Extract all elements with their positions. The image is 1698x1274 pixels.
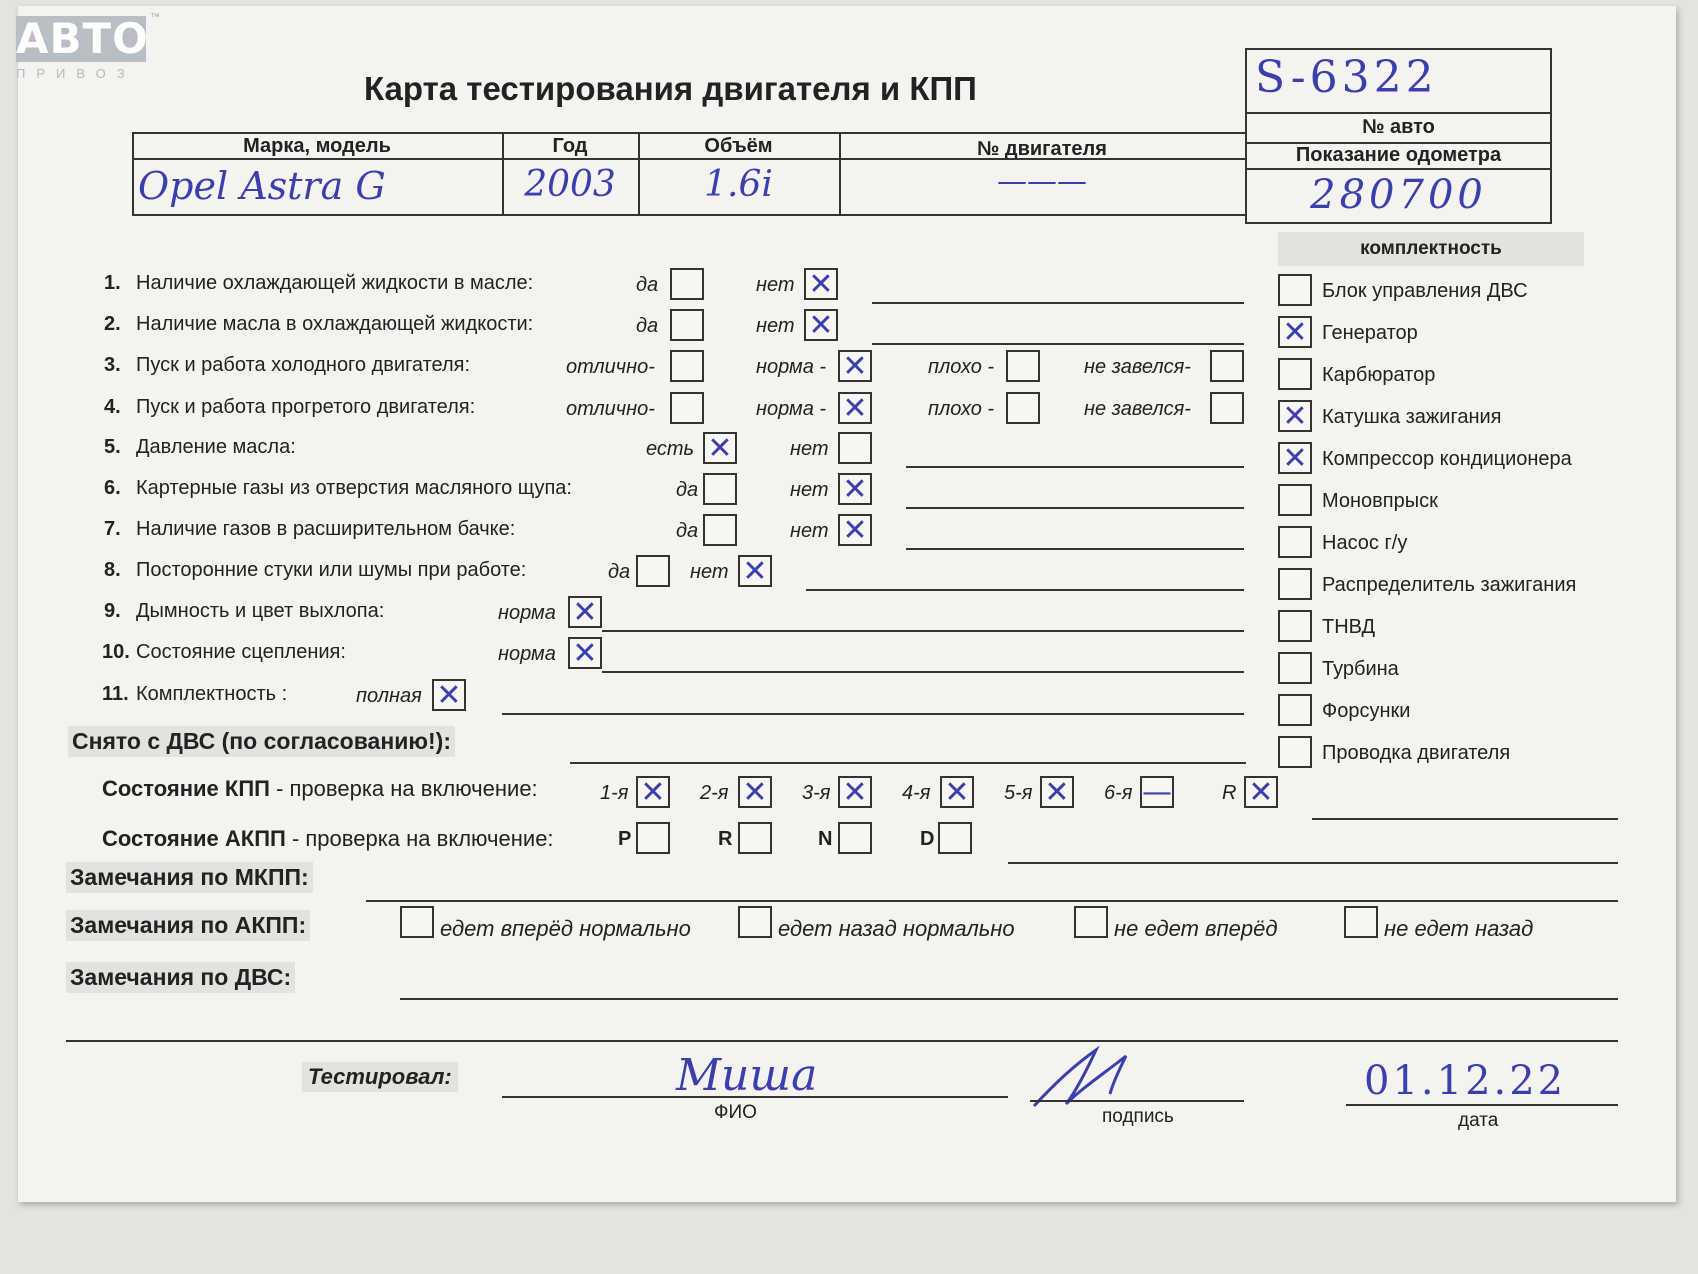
engine-no-value: ——— xyxy=(997,164,1087,199)
avtoprivoz-logo: АВТО xyxy=(16,14,149,63)
option-checkbox[interactable] xyxy=(670,392,704,424)
date-value: 01.12.22 xyxy=(1364,1058,1567,1104)
item-text: Состояние сцепления: xyxy=(136,641,346,663)
logo-tm: ™ xyxy=(150,12,160,23)
completeness-item: Блок управления ДВС xyxy=(1322,280,1528,302)
akpp-mode-label: R xyxy=(718,828,733,850)
gear-checkbox[interactable] xyxy=(838,776,872,808)
option-label: норма - xyxy=(756,356,827,378)
option-label: да xyxy=(676,479,699,501)
check-mark-icon: ✕ xyxy=(842,513,868,548)
gear-checkbox[interactable] xyxy=(1040,776,1074,808)
item-number: 8. xyxy=(104,559,121,581)
akpp-remark-checkbox[interactable] xyxy=(1344,906,1378,938)
volume-value: 1.6i xyxy=(704,164,773,205)
check-mark-icon: — xyxy=(1142,775,1172,810)
completeness-checkbox[interactable] xyxy=(1278,736,1312,768)
option-label: плохо - xyxy=(928,398,995,420)
logo-subtitle: ПРИВОЗ xyxy=(16,66,136,81)
gear-label: 5-я xyxy=(1004,782,1033,804)
completeness-item: Турбина xyxy=(1322,658,1399,680)
option-label: нет xyxy=(790,520,829,542)
check-mark-icon: ✕ xyxy=(707,431,733,466)
option-label: плохо - xyxy=(928,356,995,378)
model-header: Марка, модель xyxy=(243,135,391,157)
check-mark-icon: ✕ xyxy=(1248,775,1274,810)
volume-header: Объём xyxy=(704,135,773,157)
item-text: Дымность и цвет выхлопа: xyxy=(136,600,385,622)
completeness-item: Форсунки xyxy=(1322,700,1411,722)
option-label: да xyxy=(636,274,659,296)
gear-label: 3-я xyxy=(802,782,831,804)
completeness-checkbox[interactable] xyxy=(1278,610,1312,642)
auto-number-label: № авто xyxy=(1362,116,1435,138)
completeness-checkbox[interactable] xyxy=(1278,400,1312,432)
answer-line xyxy=(502,713,1244,715)
option-label: норма xyxy=(498,602,556,624)
answer-line xyxy=(906,548,1244,550)
akpp-mode-checkbox[interactable] xyxy=(838,822,872,854)
item-text: Наличие охлаждающей жидкости в масле: xyxy=(136,272,534,294)
item-number: 4. xyxy=(104,396,121,418)
completeness-checkbox[interactable] xyxy=(1278,526,1312,558)
option-checkbox[interactable] xyxy=(568,596,602,628)
option-checkbox[interactable] xyxy=(636,555,670,587)
completeness-item: Моновпрыск xyxy=(1322,490,1438,512)
year-header: Год xyxy=(552,135,588,157)
option-checkbox[interactable] xyxy=(838,473,872,505)
check-mark-icon: ✕ xyxy=(742,775,768,810)
check-mark-icon: ✕ xyxy=(842,775,868,810)
item-text: Наличие газов в расширительном бачке: xyxy=(136,518,516,540)
option-label: нет xyxy=(756,315,795,337)
option-label: да xyxy=(608,561,631,583)
item-number: 5. xyxy=(104,436,121,458)
akpp-remark-checkbox[interactable] xyxy=(738,906,772,938)
answer-line xyxy=(602,671,1244,673)
completeness-checkbox[interactable] xyxy=(1278,358,1312,390)
option-label: да xyxy=(636,315,659,337)
year-value: 2003 xyxy=(524,164,616,205)
odometer-value: 280700 xyxy=(1310,172,1487,218)
option-label: есть xyxy=(646,438,695,460)
model-value: Opel Astra G xyxy=(138,164,386,208)
check-mark-icon: ✕ xyxy=(944,775,970,810)
item-number: 7. xyxy=(104,518,121,540)
check-mark-icon: ✕ xyxy=(842,349,868,384)
completeness-item: Карбюратор xyxy=(1322,364,1436,386)
akpp-label: Состояние АКПП - проверка на включение: xyxy=(102,826,554,851)
check-mark-icon: ✕ xyxy=(1282,315,1308,350)
option-label: норма xyxy=(498,643,556,665)
option-label: норма - xyxy=(756,398,827,420)
answer-line xyxy=(906,466,1244,468)
akpp-mode-checkbox[interactable] xyxy=(738,822,772,854)
answer-line xyxy=(602,630,1244,632)
akpp-mode-label: N xyxy=(818,828,833,850)
gear-checkbox[interactable] xyxy=(1244,776,1278,808)
signature-caption: подпись xyxy=(1102,1106,1174,1127)
option-label: нет xyxy=(790,438,829,460)
option-checkbox[interactable] xyxy=(1210,350,1244,382)
completeness-checkbox[interactable] xyxy=(1278,274,1312,306)
answer-line xyxy=(806,589,1244,591)
completeness-checkbox[interactable] xyxy=(1278,652,1312,684)
akpp-remark-checkbox[interactable] xyxy=(400,906,434,938)
date-caption: дата xyxy=(1458,1110,1499,1131)
completeness-item: ТНВД xyxy=(1322,616,1376,638)
remarks-akpp-label: Замечания по АКПП: xyxy=(66,910,310,941)
check-mark-icon: ✕ xyxy=(1044,775,1070,810)
option-checkbox[interactable] xyxy=(838,350,872,382)
completeness-item: Насос г/у xyxy=(1322,532,1408,554)
check-mark-icon: ✕ xyxy=(842,472,868,507)
gear-label: 2-я xyxy=(700,782,729,804)
answer-line xyxy=(872,302,1244,304)
option-checkbox[interactable] xyxy=(568,637,602,669)
item-text: Посторонние стуки или шумы при работе: xyxy=(136,559,527,581)
kpp-label: Состояние КПП - проверка на включение: xyxy=(102,776,538,801)
item-text: Давление масла: xyxy=(136,436,296,458)
completeness-item: Катушка зажигания xyxy=(1322,406,1502,428)
option-checkbox[interactable] xyxy=(670,268,704,300)
gear-checkbox[interactable] xyxy=(636,776,670,808)
item-number: 11. xyxy=(102,683,129,705)
akpp-mode-label: D xyxy=(920,828,935,850)
answer-line xyxy=(872,343,1244,345)
tester-name: Миша xyxy=(676,1050,818,1101)
item-number: 3. xyxy=(104,354,121,376)
engine-no-header: № двигателя xyxy=(977,138,1107,160)
item-number: 10. xyxy=(102,641,130,663)
item-text: Комплектность : xyxy=(136,683,288,705)
option-checkbox[interactable] xyxy=(1006,392,1040,424)
check-mark-icon: ✕ xyxy=(1282,399,1308,434)
option-label: отлично- xyxy=(566,356,655,378)
option-checkbox[interactable] xyxy=(738,555,772,587)
item-number: 6. xyxy=(104,477,121,499)
check-mark-icon: ✕ xyxy=(808,267,834,302)
option-checkbox[interactable] xyxy=(1210,392,1244,424)
option-label: нет xyxy=(756,274,795,296)
option-label: отлично- xyxy=(566,398,655,420)
completeness-checkbox[interactable] xyxy=(1278,442,1312,474)
item-number: 9. xyxy=(104,600,121,622)
gear-checkbox[interactable] xyxy=(1140,776,1174,808)
akpp-remark-label: не едет назад xyxy=(1384,916,1534,941)
option-label: да xyxy=(676,520,699,542)
akpp-remark-label: едет назад нормально xyxy=(778,916,1015,941)
gear-checkbox[interactable] xyxy=(940,776,974,808)
check-mark-icon: ✕ xyxy=(436,678,462,713)
akpp-mode-label: P xyxy=(618,828,632,850)
check-mark-icon: ✕ xyxy=(742,554,768,589)
odometer-header: Показание одометра xyxy=(1295,144,1502,166)
option-checkbox[interactable] xyxy=(703,514,737,546)
completeness-checkbox[interactable] xyxy=(1278,568,1312,600)
option-checkbox[interactable] xyxy=(432,679,466,711)
gear-label: 1-я xyxy=(600,782,629,804)
completeness-item: Распределитель зажигания xyxy=(1322,574,1577,596)
check-mark-icon: ✕ xyxy=(808,308,834,343)
option-checkbox[interactable] xyxy=(670,309,704,341)
gear-label: 6-я xyxy=(1104,782,1133,804)
completeness-checkbox[interactable] xyxy=(1278,694,1312,726)
option-checkbox[interactable] xyxy=(838,392,872,424)
removed-label: Снято с ДВС (по согласованию!): xyxy=(68,726,455,757)
item-number: 1. xyxy=(104,272,121,294)
item-text: Пуск и работа холодного двигателя: xyxy=(136,354,471,376)
option-checkbox[interactable] xyxy=(703,432,737,464)
akpp-remark-label: не едет вперёд xyxy=(1114,916,1278,941)
item-text: Картерные газы из отверстия масляного щупа: xyxy=(136,477,572,499)
option-checkbox[interactable] xyxy=(1006,350,1040,382)
option-label: полная xyxy=(356,685,422,707)
completeness-checkbox[interactable] xyxy=(1278,484,1312,516)
option-checkbox[interactable] xyxy=(703,473,737,505)
remarks-mkpp-label: Замечания по МКПП: xyxy=(66,862,313,893)
name-caption: ФИО xyxy=(714,1102,757,1123)
tested-label: Тестировал: xyxy=(302,1062,458,1092)
check-mark-icon: ✕ xyxy=(572,636,598,671)
option-checkbox[interactable] xyxy=(838,514,872,546)
check-mark-icon: ✕ xyxy=(842,391,868,426)
option-checkbox[interactable] xyxy=(804,268,838,300)
remarks-dvs-label: Замечания по ДВС: xyxy=(66,962,295,993)
option-checkbox[interactable] xyxy=(670,350,704,382)
item-text: Пуск и работа прогретого двигателя: xyxy=(136,396,476,418)
completeness-item: Проводка двигателя xyxy=(1322,742,1511,764)
completeness-item: Генератор xyxy=(1322,322,1418,344)
akpp-remark-label: едет вперёд нормально xyxy=(440,916,691,941)
check-mark-icon: ✕ xyxy=(572,595,598,630)
gear-checkbox[interactable] xyxy=(738,776,772,808)
removed-line xyxy=(570,762,1246,764)
option-label: не завелся- xyxy=(1084,398,1191,420)
item-number: 2. xyxy=(104,313,121,335)
option-checkbox[interactable] xyxy=(804,309,838,341)
page-title: Карта тестирования двигателя и КПП xyxy=(364,70,977,107)
item-text: Наличие масла в охлаждающей жидкости: xyxy=(136,313,534,335)
akpp-remark-checkbox[interactable] xyxy=(1074,906,1108,938)
option-label: нет xyxy=(690,561,729,583)
completeness-item: Компрессор кондиционера xyxy=(1322,448,1572,470)
auto-number-value: S-6322 xyxy=(1255,52,1438,103)
akpp-mode-checkbox[interactable] xyxy=(938,822,972,854)
option-checkbox[interactable] xyxy=(838,432,872,464)
completeness-checkbox[interactable] xyxy=(1278,316,1312,348)
gear-label: 4-я xyxy=(902,782,931,804)
check-mark-icon: ✕ xyxy=(640,775,666,810)
check-mark-icon: ✕ xyxy=(1282,441,1308,476)
answer-line xyxy=(906,507,1244,509)
akpp-mode-checkbox[interactable] xyxy=(636,822,670,854)
option-label: нет xyxy=(790,479,829,501)
gear-label: R xyxy=(1222,782,1237,804)
option-label: не завелся- xyxy=(1084,356,1191,378)
completeness-title: комплектность xyxy=(1360,238,1502,259)
